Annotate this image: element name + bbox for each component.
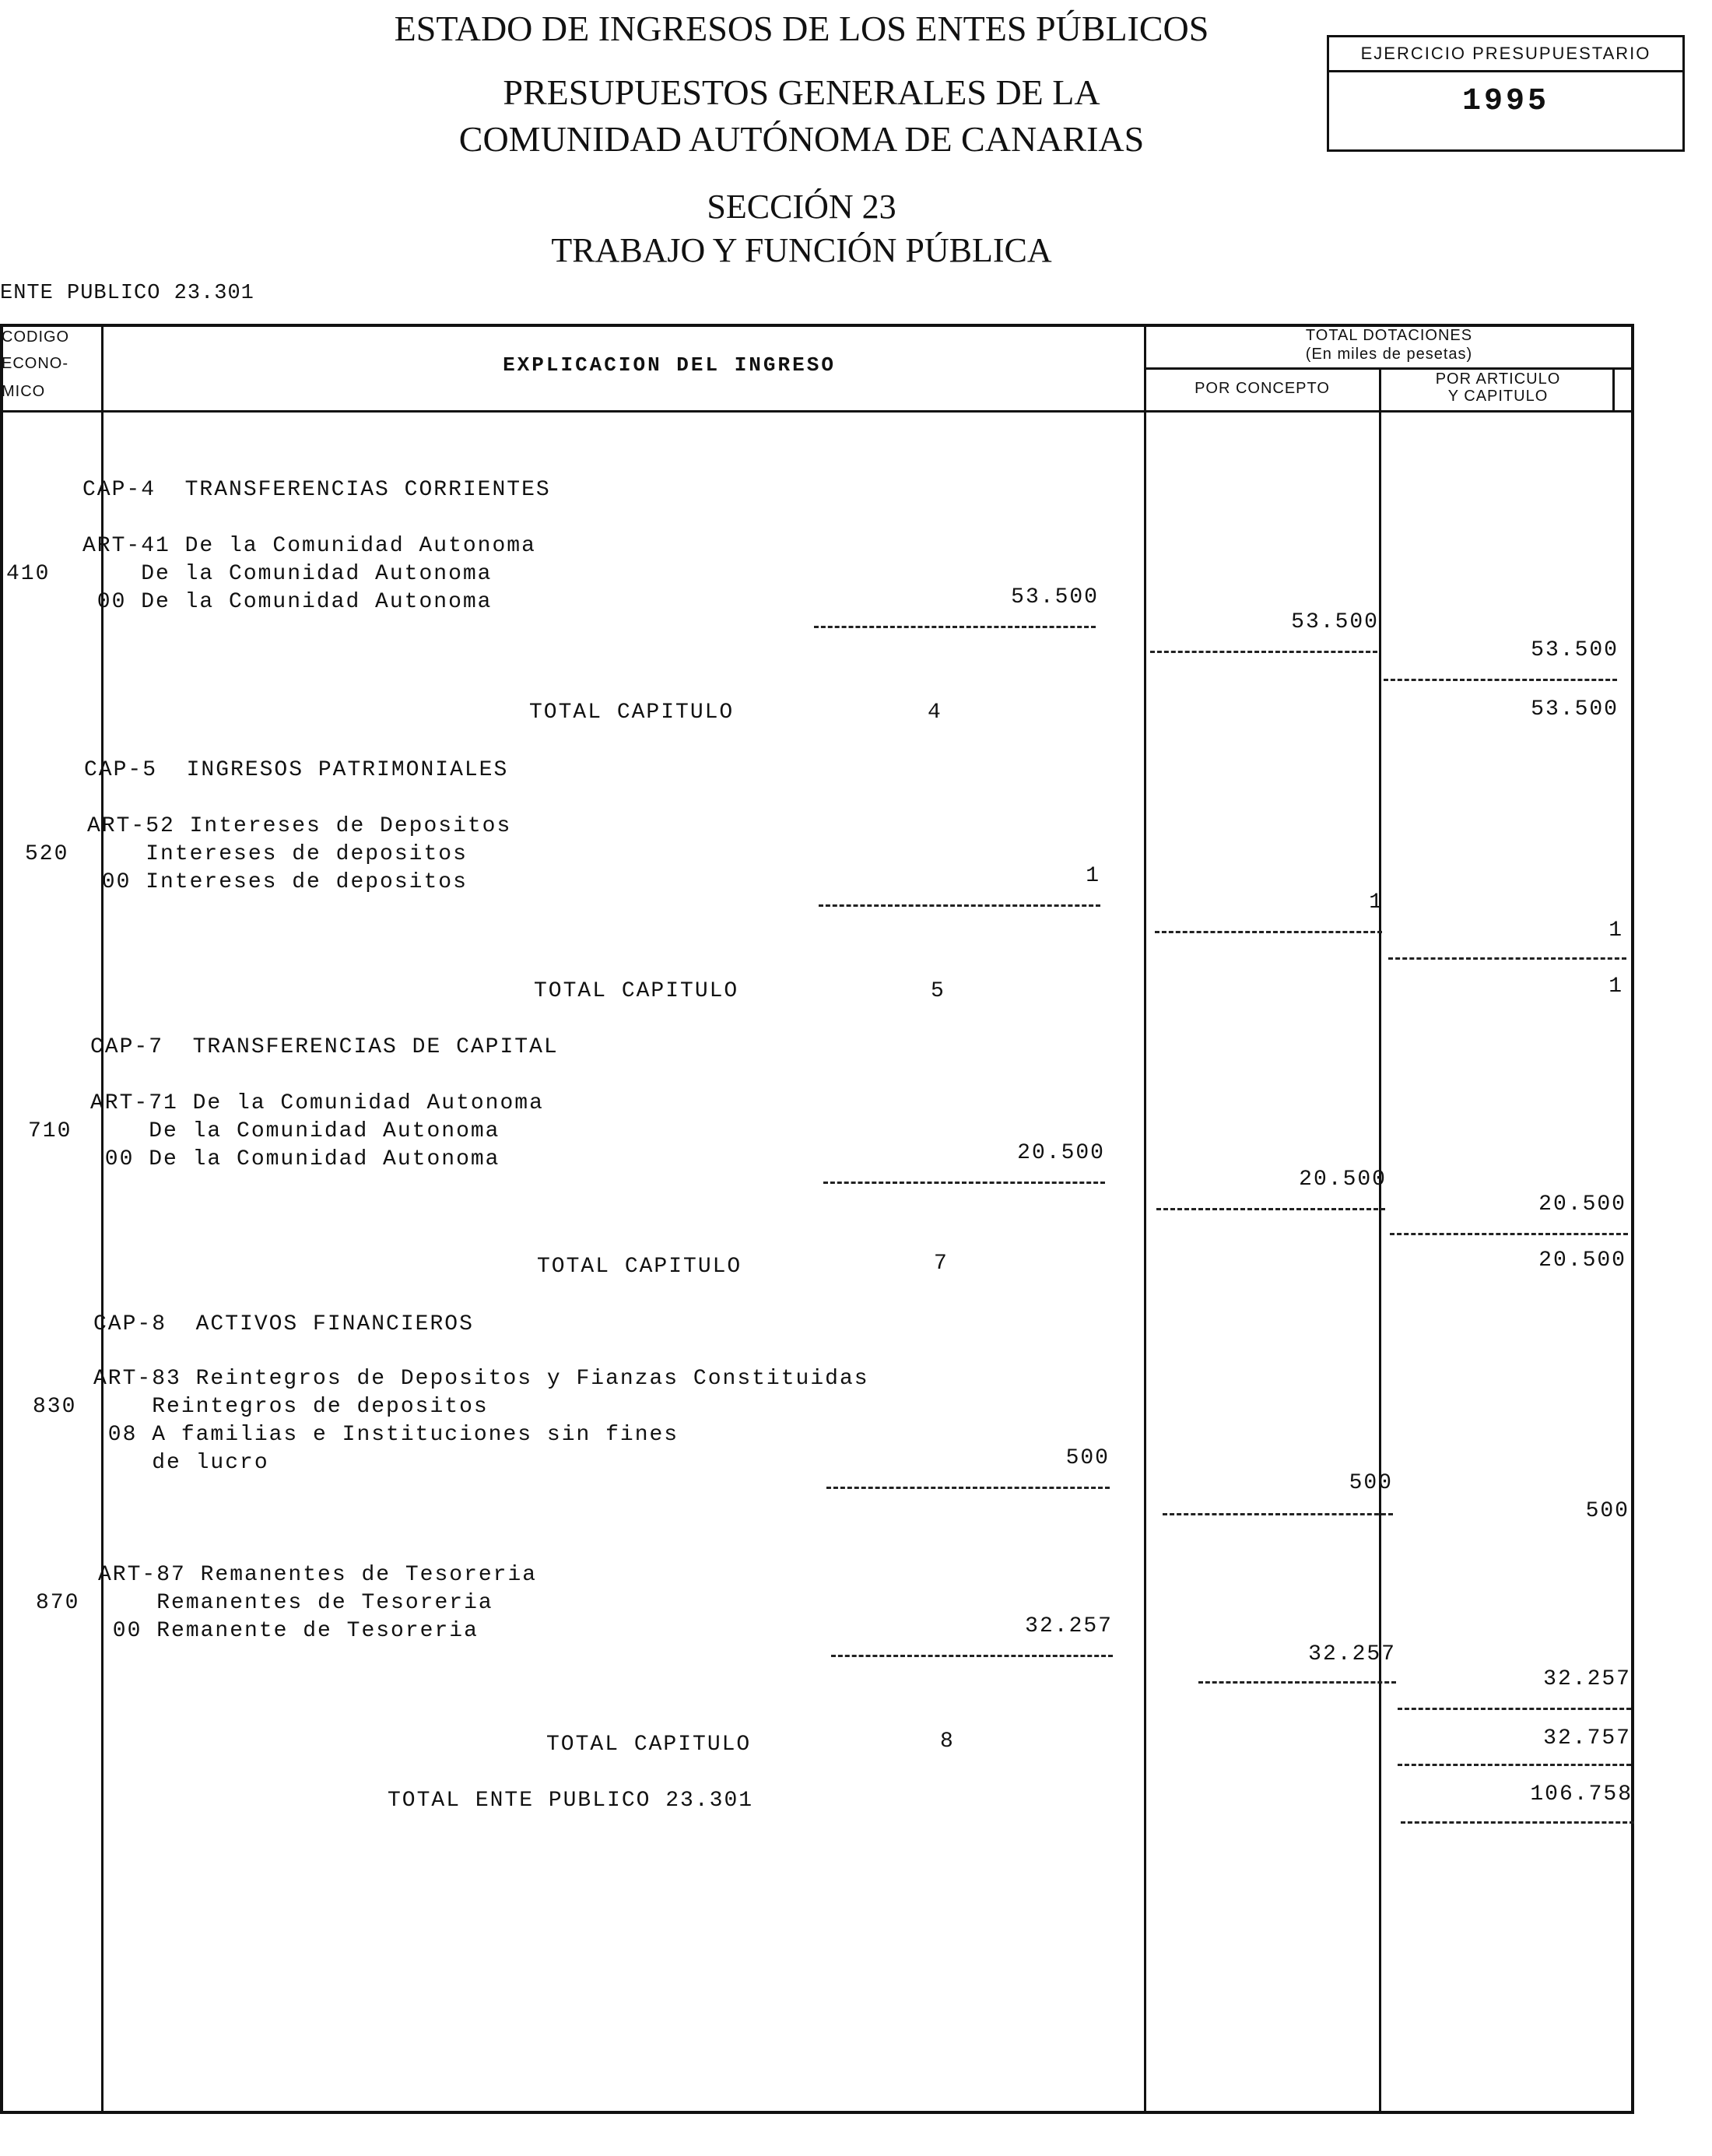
chapter-heading: CAP-8 ACTIVOS FINANCIEROS <box>93 1312 474 1336</box>
concepto-rule <box>1155 931 1382 933</box>
article-heading: ART-41 De la Comunidad Autonoma <box>82 534 536 558</box>
header-split-line <box>1144 367 1634 370</box>
articulo-rule <box>1390 1233 1628 1235</box>
concept-item: 00 De la Comunidad Autonoma <box>82 590 493 614</box>
concept-item: 00 Remanente de Tesoreria <box>98 1619 479 1643</box>
articulo-rule <box>1388 957 1626 960</box>
article-heading: ART-87 Remanentes de Tesoreria <box>98 1563 538 1587</box>
articulo-rule <box>1398 1708 1631 1710</box>
chapter-heading: CAP-4 TRANSFERENCIAS CORRIENTES <box>82 478 551 502</box>
concepto-amount: 500 <box>1349 1471 1393 1495</box>
subtotal-rule <box>819 904 1100 907</box>
ejercicio-box <box>1327 35 1685 152</box>
ejercicio-label: EJERCICIO PRESUPUESTARIO <box>1329 37 1682 72</box>
chapter-heading: CAP-5 INGRESOS PATRIMONIALES <box>84 758 509 782</box>
concepto-rule <box>1198 1681 1396 1684</box>
article-heading: ART-83 Reintegros de Depositos y Fianzas Constituidas <box>93 1367 869 1391</box>
economic-code: 410 <box>6 562 51 586</box>
articulo-amount: 1 <box>1609 918 1623 943</box>
article-subheading: De la Comunidad Autonoma <box>82 562 493 586</box>
codigo-header-line3: MICO <box>2 383 46 400</box>
concept-item-continuation: de lucro <box>93 1451 269 1475</box>
por-articulo-header-line1: POR ARTICULO <box>1435 370 1561 388</box>
explicacion-header: EXPLICACION DEL INGRESO <box>503 353 836 377</box>
article-subheading: Reintegros de depositos <box>93 1395 489 1419</box>
concepto-rule <box>1156 1208 1385 1210</box>
column-divider-articulo <box>1379 367 1381 2111</box>
por-articulo-header-line2: Y CAPITULO <box>1447 388 1549 405</box>
item-amount: 20.500 <box>1017 1141 1105 1165</box>
total-ente-label: TOTAL ENTE PUBLICO 23.301 <box>388 1789 754 1813</box>
concepto-rule <box>1163 1513 1393 1515</box>
total-capitulo-amount: 1 <box>1609 974 1623 999</box>
total-capitulo-label: TOTAL CAPITULO <box>546 1733 752 1757</box>
chapter-heading: CAP-7 TRANSFERENCIAS DE CAPITAL <box>90 1035 559 1059</box>
section-number: SECCIÓN 23 <box>707 188 896 226</box>
miles-pesetas-header: (En miles de pesetas) <box>1305 346 1473 363</box>
total-ente-rule <box>1401 1821 1634 1824</box>
concept-item: 00 De la Comunidad Autonoma <box>90 1147 500 1171</box>
subtotal-rule <box>814 626 1096 628</box>
articulo-amount: 53.500 <box>1531 638 1619 662</box>
economic-code: 830 <box>33 1395 77 1419</box>
total-capitulo-label: TOTAL CAPITULO <box>529 701 735 725</box>
total-capitulo-amount: 20.500 <box>1538 1248 1626 1273</box>
item-amount: 500 <box>1065 1446 1110 1470</box>
economic-code: 870 <box>36 1591 80 1615</box>
article-subheading: De la Comunidad Autonoma <box>90 1119 500 1143</box>
item-amount: 53.500 <box>1011 585 1099 609</box>
title-line-2: PRESUPUESTOS GENERALES DE LA <box>503 72 1100 112</box>
total-capitulo-number: 8 <box>940 1729 955 1754</box>
economic-code: 710 <box>28 1119 72 1143</box>
articulo-amount: 32.257 <box>1543 1667 1631 1691</box>
concept-item: 08 A familias e Instituciones sin fines <box>93 1423 679 1447</box>
concepto-rule <box>1150 651 1377 653</box>
articulo-amount: 20.500 <box>1538 1192 1626 1217</box>
codigo-header-line1: CODIGO <box>2 328 70 346</box>
item-amount: 32.257 <box>1025 1614 1113 1638</box>
subtotal-rule <box>826 1487 1110 1489</box>
total-capitulo-label: TOTAL CAPITULO <box>534 979 739 1003</box>
codigo-header-line2: ECONO- <box>2 355 68 372</box>
ejercicio-year: 1995 <box>1461 84 1549 119</box>
article-heading: ART-52 Intereses de Depositos <box>87 814 512 838</box>
total-capitulo-number: 7 <box>934 1252 949 1276</box>
total-capitulo-amount: 32.757 <box>1543 1726 1631 1750</box>
subtotal-rule <box>823 1182 1105 1184</box>
total-ente-amount: 106.758 <box>1530 1782 1633 1807</box>
title-line-1: ESTADO DE INGRESOS DE LOS ENTES PÚBLICOS <box>394 9 1209 48</box>
item-amount: 1 <box>1086 864 1100 888</box>
subtotal-rule <box>831 1655 1113 1657</box>
por-concepto-header: POR CONCEPTO <box>1195 380 1330 397</box>
ente-publico-label: ENTE PUBLICO 23.301 <box>0 282 254 305</box>
section-name: TRABAJO Y FUNCIÓN PÚBLICA <box>551 231 1052 269</box>
article-subheading: Remanentes de Tesoreria <box>98 1591 493 1615</box>
total-dotaciones-header: TOTAL DOTACIONES <box>1305 327 1473 344</box>
total-capitulo-rule <box>1398 1764 1631 1766</box>
articulo-amount: 500 <box>1585 1499 1630 1523</box>
article-subheading: Intereses de depositos <box>87 842 468 866</box>
total-capitulo-label: TOTAL CAPITULO <box>537 1255 742 1279</box>
economic-code: 520 <box>25 842 69 866</box>
total-capitulo-number: 5 <box>931 979 945 1003</box>
articulo-rule <box>1384 679 1617 681</box>
header-bottom-line <box>0 410 1634 413</box>
title-line-3: COMUNIDAD AUTÓNOMA DE CANARIAS <box>458 119 1145 159</box>
column-divider-concepto <box>1144 324 1146 2111</box>
concepto-amount: 20.500 <box>1299 1168 1387 1192</box>
concepto-amount: 32.257 <box>1308 1642 1396 1666</box>
total-capitulo-number: 4 <box>928 701 942 725</box>
concepto-amount: 1 <box>1369 890 1384 915</box>
article-heading: ART-71 De la Comunidad Autonoma <box>90 1091 544 1115</box>
concept-item: 00 Intereses de depositos <box>87 870 468 894</box>
total-capitulo-amount: 53.500 <box>1531 697 1619 722</box>
concepto-amount: 53.500 <box>1291 610 1379 634</box>
